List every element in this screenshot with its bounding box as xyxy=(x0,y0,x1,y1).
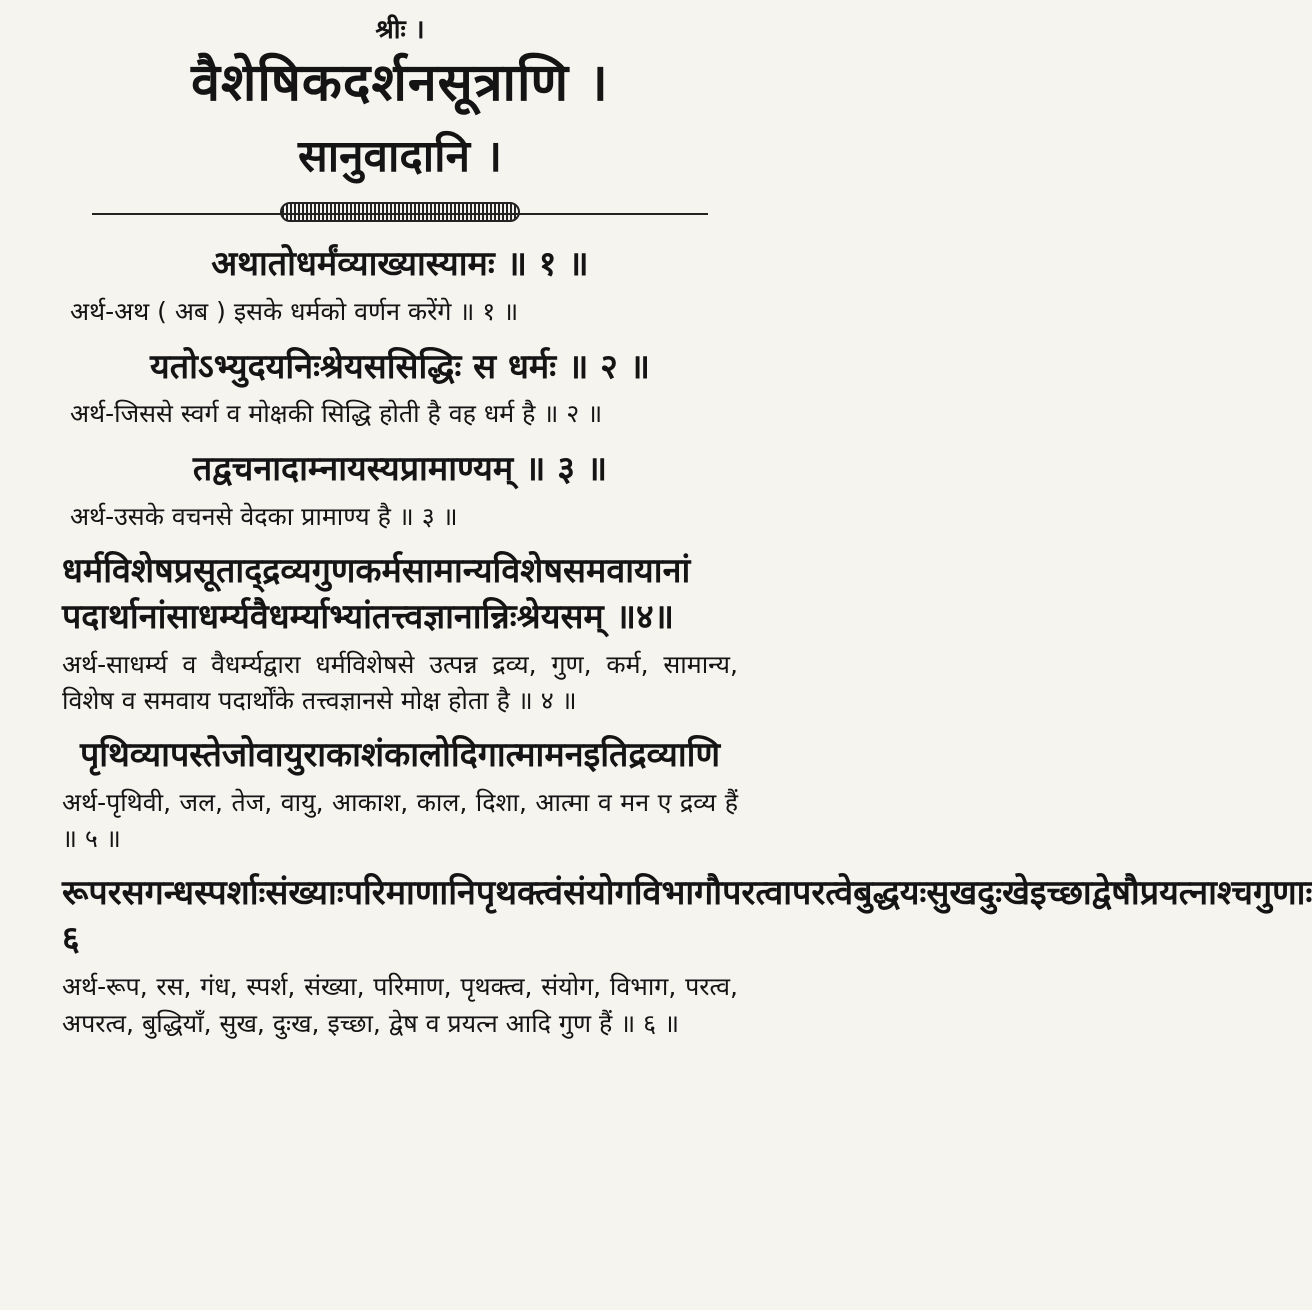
ornamental-divider xyxy=(92,198,708,222)
sutra-list xyxy=(62,242,1312,1041)
book-subtitle: सानुवादानि । xyxy=(298,130,502,182)
sutra-meaning: अर्थ-रूप, रस, गंध, स्पर्श, संख्या, परिमाण, पृथक्त्व, संयोग, विभाग, परत्व, अपरत्व, बुद्धियाँ, सुख, दुःख, इच्छा, द्वेष व प्रयत्न आदि गुण हैं ॥ ६ ॥ xyxy=(62,972,738,1038)
sutra-block xyxy=(62,242,738,330)
sutra-block xyxy=(62,871,1312,1041)
sutra-text: पृथिव्यापस्तेजोवायुराकाशंकालोदिगात्मामनइतिद्रव्याणि xyxy=(79,735,721,776)
sutra-text: धर्मविशेषप्रसूताद्द्रव्यगुणकर्मसामान्यविशेषसमवायानां पदार्थानांसाधर्म्यवैधर्म्याभ्यांतत्त्वज्ञानान्निःश्रेयसम् ॥४॥ xyxy=(62,550,691,637)
sutra-meaning: अर्थ-जिससे स्वर्ग व मोक्षकी सिद्धि होती है वह धर्म है ॥ २ ॥ xyxy=(70,399,603,429)
sutra-block xyxy=(62,549,738,719)
sutra-text: रूपरसगन्धस्पर्शाःसंख्याःपरिमाणानिपृथक्त्वंसंयोगविभागौपरत्वापरत्वेबुद्धयःसुखदुःखेइच्छाद्वेषौप्रयत्नाश्चगुणाः ६ xyxy=(62,873,1312,960)
sutra-text: यतोऽभ्युदयनिःश्रेयससिद्धिः स धर्मः ॥ २ ॥ xyxy=(149,346,651,387)
invocation: श्रीः । xyxy=(375,15,425,45)
sutra-meaning: अर्थ-पृथिवी, जल, तेज, वायु, आकाश, काल, दिशा, आत्मा व मन ए द्रव्य हैं ॥ ५ ॥ xyxy=(62,787,738,854)
sutra-meaning: अर्थ-उसके वचनसे वेदका प्रामाण्य है ॥ ३ ॥ xyxy=(70,501,458,531)
sutra-block xyxy=(62,733,738,857)
sutra-text: अथातोधर्मंव्याख्यास्यामः ॥ १ ॥ xyxy=(211,244,589,285)
sutra-block xyxy=(62,345,738,433)
divider-ornament-icon xyxy=(280,202,520,222)
sutra-meaning: अर्थ-साधर्म्य व वैधर्म्यद्वारा धर्मविशेषसे उत्पन्न द्रव्य, गुण, कर्म, सामान्य, विशेष व समवाय पदार्थोंके तत्त्वज्ञानसे मोक्ष होता है ॥ ४ ॥ xyxy=(62,649,738,715)
sutra-meaning: अर्थ-अथ ( अब ) इसके धर्मको वर्णन करेंगे ॥ १ ॥ xyxy=(70,297,519,327)
sutra-block xyxy=(62,447,738,535)
sutra-text: तद्वचनादाम्नायस्यप्रामाण्यम् ॥ ३ ॥ xyxy=(192,448,608,489)
book-title: वैशेषिकदर्शनसूत्राणि । xyxy=(191,53,609,113)
